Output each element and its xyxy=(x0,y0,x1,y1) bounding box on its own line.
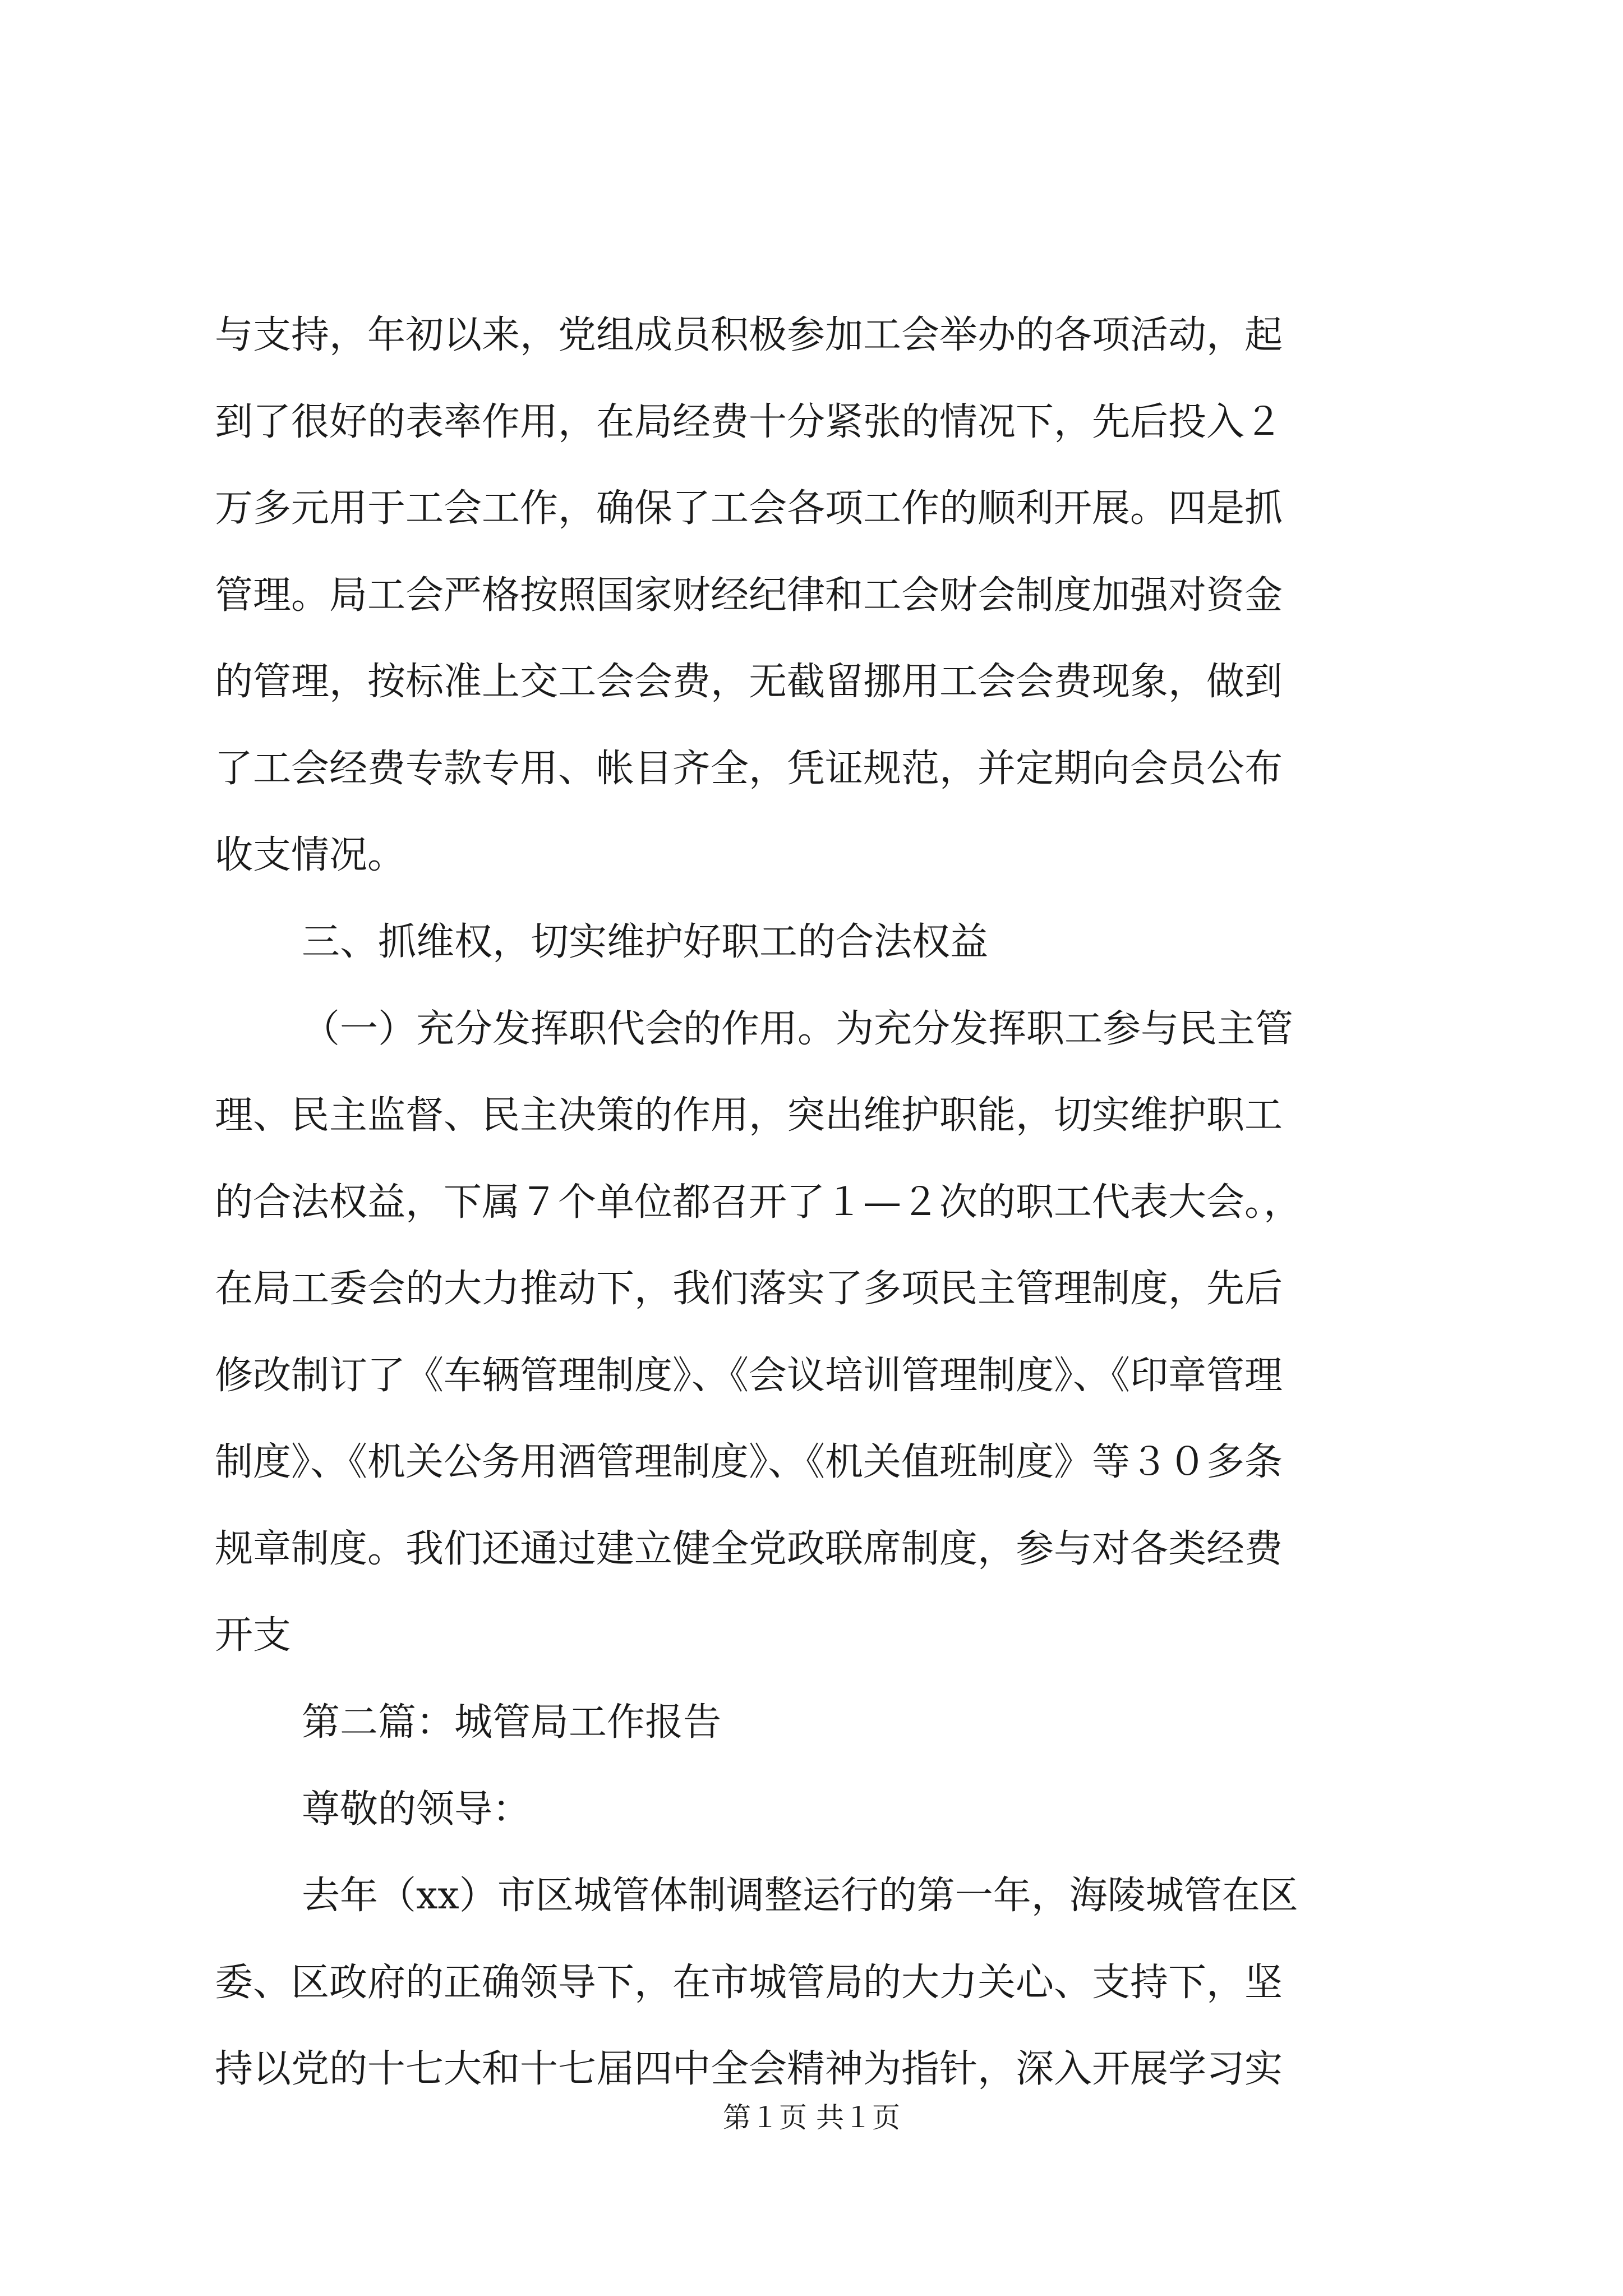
section-heading: 三、抓维权，切实维护好职工的合法权益 xyxy=(302,920,989,964)
text-line: 与支持，年初以来，党组成员积极参加工会举办的各项活动，起 xyxy=(215,313,1283,357)
text-line: 在局工委会的大力推动下，我们落实了多项民主管理制度，先后 xyxy=(215,1267,1283,1311)
text-line: 理、民主监督、民主决策的作用，突出维护职能，切实维护职工 xyxy=(215,1093,1283,1138)
text-line: 委、区政府的正确领导下，在市城管局的大力关心、支持下，坚 xyxy=(215,1961,1283,2005)
text-line: 万多元用于工会工作，确保了工会各项工作的顺利开展。四是抓 xyxy=(215,486,1283,531)
text-line: （一）充分发挥职代会的作用。为充分发挥职工参与民主管 xyxy=(302,1007,1294,1051)
page-footer: 第１页 共１页 xyxy=(723,2101,900,2134)
text-line: 收支情况。 xyxy=(215,833,406,877)
text-line: 开支 xyxy=(215,1613,292,1658)
text-line: 的合法权益，下属７个单位都召开了１—２次的职工代表大会。， xyxy=(215,1180,1302,1225)
salutation: 尊敬的领导： xyxy=(302,1787,531,1832)
text-line: 制度》、《机关公务用酒管理制度》、《机关值班制度》等３０多条 xyxy=(215,1440,1283,1484)
text-line: 修改制订了《车辆管理制度》、《会议培训管理制度》、《印章管理 xyxy=(215,1354,1283,1398)
text-line: 到了很好的表率作用，在局经费十分紧张的情况下，先后投入２ xyxy=(215,400,1283,444)
text-line: 的管理，按标准上交工会会费，无截留挪用工会会费现象，做到 xyxy=(215,660,1283,704)
text-line: 规章制度。我们还通过建立健全党政联席制度，参与对各类经费 xyxy=(215,1527,1283,1571)
text-line: 管理。局工会严格按照国家财经纪律和工会财会制度加强对资金 xyxy=(215,573,1283,618)
text-line: 去年（xx）市区城管体制调整运行的第一年，海陵城管在区 xyxy=(302,1874,1298,1918)
text-line: 了工会经费专款专用、帐目齐全，凭证规范，并定期向会员公布 xyxy=(215,747,1283,791)
text-line: 持以党的十七大和十七届四中全会精神为指针，深入开展学习实 xyxy=(215,2047,1283,2091)
chapter-heading: 第二篇：城管局工作报告 xyxy=(302,1700,722,1745)
